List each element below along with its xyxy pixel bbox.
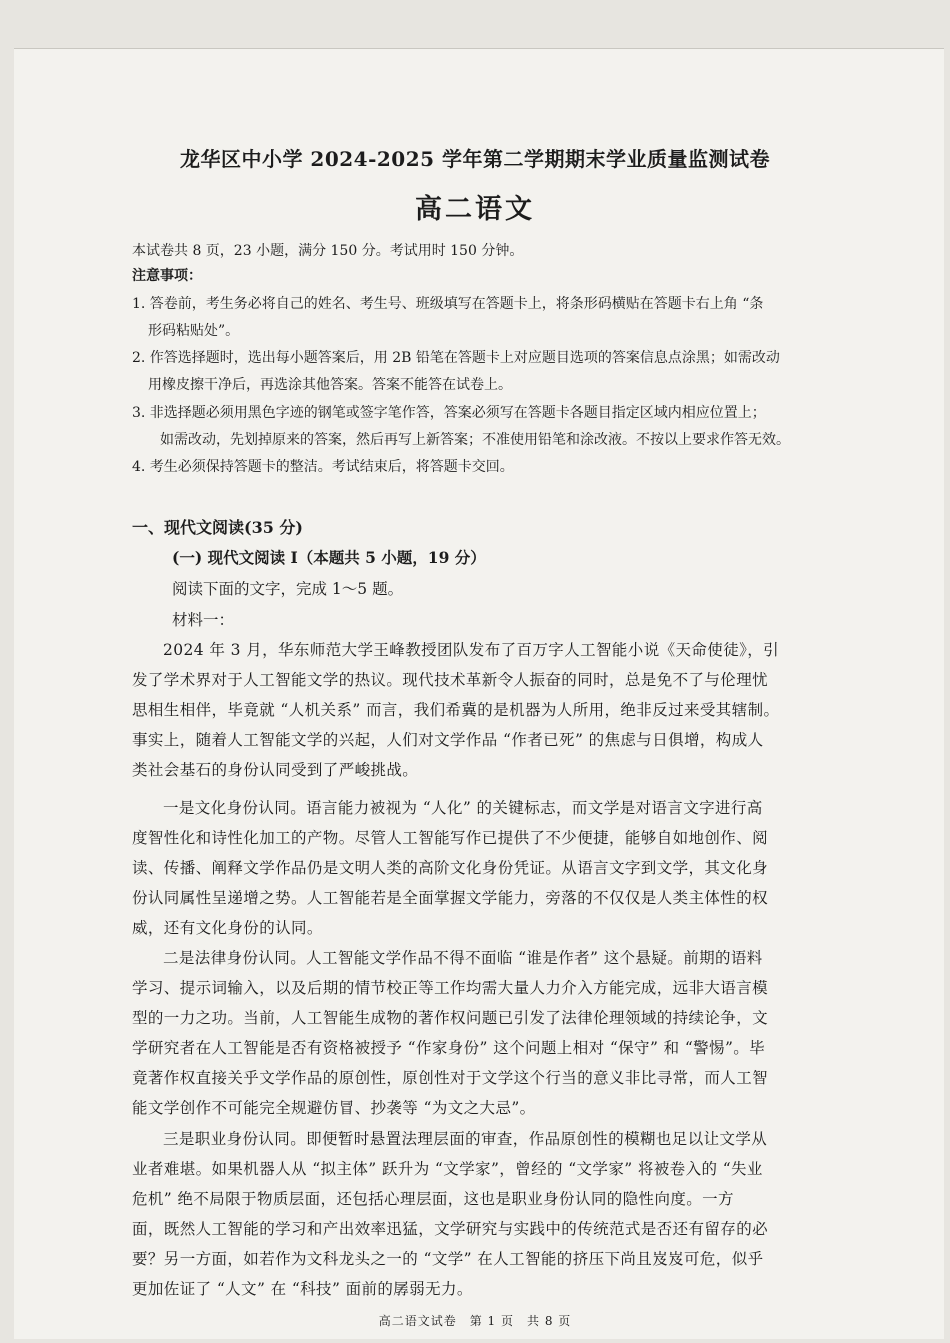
passage-line: 读、传播、阐释文学作品仍是文明人类的高阶文化身份凭证。从语言文字到文学，其文化身 — [132, 859, 769, 877]
passage-line: 面，既然人工智能的学习和产出效率迅猛，文学研究与实践中的传统范式是否还有留存的必 — [132, 1220, 769, 1238]
passage-line: 业者难堪。如果机器人从 “拟主体” 跃升为 “文学家”，曾经的 “文学家” 将被卷入的 “失业 — [132, 1160, 763, 1178]
material-label: 材料一： — [172, 611, 235, 629]
passage-line: 一是文化身份认同。语言能力被视为 “人化” 的关键标志，而文学是对语言文字进行高 — [163, 799, 763, 817]
notice-line: 1. 答卷前，考生务必将自己的姓名、考生号、班级填写在答题卡上，将条形码横贴在答题卡右上角 “条 — [132, 296, 764, 312]
reading-instruction: 阅读下面的文字，完成 1～5 题。 — [172, 580, 404, 598]
passage-line: 型的一力之功。当前，人工智能生成物的著作权问题已引发了法律伦理领域的持续论争，文 — [132, 1009, 769, 1027]
notice-line: 如需改动，先划掉原来的答案，然后再写上新答案；不准使用铅笔和涂改液。不按以上要求作答无效。 — [160, 432, 790, 448]
passage-line: 危机” 绝不局限于物质层面，还包括心理层面，这也是职业身份认同的隐性向度。一方 — [132, 1190, 734, 1208]
subsection-heading: (一) 现代文阅读 I（本题共 5 小题，19 分） — [172, 548, 486, 567]
exam-info: 本试卷共 8 页，23 小题，满分 150 分。考试用时 150 分钟。 — [132, 243, 524, 259]
exam-title: 龙华区中小学 2024-2025 学年第二学期期末学业质量监测试卷 — [179, 147, 771, 171]
passage-line: 竟著作权直接关乎文学作品的原创性，原创性对于文学这个行当的意义非比寻常，而人工智 — [132, 1069, 769, 1087]
passage-line: 2024 年 3 月，华东师范大学王峰教授团队发布了百万字人工智能小说《天命使徒》，引 — [163, 641, 780, 659]
notice-line: 3. 非选择题必须用黑色字迹的钢笔或签字笔作答，答案必须写在答题卡各题目指定区域内相应位置上； — [132, 405, 766, 421]
passage-line: 思相生相伴，毕竟就 “人机关系” 而言，我们希冀的是机器为人所用，绝非反过来受其辖制。 — [132, 701, 780, 719]
passage-line: 要？另一方面，如若作为文科龙头之一的 “文学” 在人工智能的挤压下尚且岌岌可危，似乎 — [132, 1250, 764, 1268]
passage-line: 二是法律身份认同。人工智能文学作品不得不面临 “谁是作者” 这个悬疑。前期的语料 — [163, 949, 763, 967]
passage-line: 能文学创作不可能完全规避仿冒、抄袭等 “为文之大忌”。 — [132, 1099, 536, 1117]
notice-line: 形码粘贴处”。 — [148, 323, 240, 339]
notice-heading: 注意事项： — [132, 268, 202, 284]
page-footer: 高二语文试卷 第 1 页 共 8 页 — [378, 1314, 572, 1328]
notice-line: 2. 作答选择题时，选出每小题答案后，用 2B 铅笔在答题卡上对应题目选项的答案信息点涂黑；如需改动 — [132, 350, 780, 366]
notice-line: 用橡皮擦干净后，再选涂其他答案。答案不能答在试卷上。 — [148, 377, 512, 393]
notice-line: 4. 考生必须保持答题卡的整洁。考试结束后，将答题卡交回。 — [132, 459, 514, 475]
passage-line: 发了学术界对于人工智能文学的热议。现代技术革新令人振奋的同时，总是免不了与伦理忧 — [132, 671, 769, 689]
passage-line: 威，还有文化身份的认同。 — [132, 919, 323, 937]
passage-line: 学习、提示词输入，以及后期的情节校正等工作均需大量人力介入方能完成，远非大语言模 — [132, 979, 769, 997]
exam-subject: 高二语文 — [415, 194, 535, 225]
passage-line: 事实上，随着人工智能文学的兴起，人们对文学作品 “作者已死” 的焦虑与日俱增，构成人 — [132, 731, 764, 749]
passage-line: 更加佐证了 “人文” 在 “科技” 面前的孱弱无力。 — [132, 1280, 473, 1298]
passage-line: 三是职业身份认同。即便暂时悬置法理层面的审查，作品原创性的模糊也足以让文学从 — [163, 1130, 768, 1148]
passage-line: 类社会基石的身份认同受到了严峻挑战。 — [132, 761, 419, 779]
passage-line: 学研究者在人工智能是否有资格被授予 “作家身份” 这个问题上相对 “保守” 和 “警惕”。毕 — [132, 1039, 766, 1057]
passage-line: 度智性化和诗性化加工的产物。尽管人工智能写作已提供了不少便捷，能够自如地创作、阅 — [132, 829, 769, 847]
passage-line: 份认同属性呈递增之势。人工智能若是全面掌握文学能力，旁落的不仅仅是人类主体性的权 — [132, 889, 769, 907]
section-heading: 一、现代文阅读(35 分) — [132, 518, 303, 537]
